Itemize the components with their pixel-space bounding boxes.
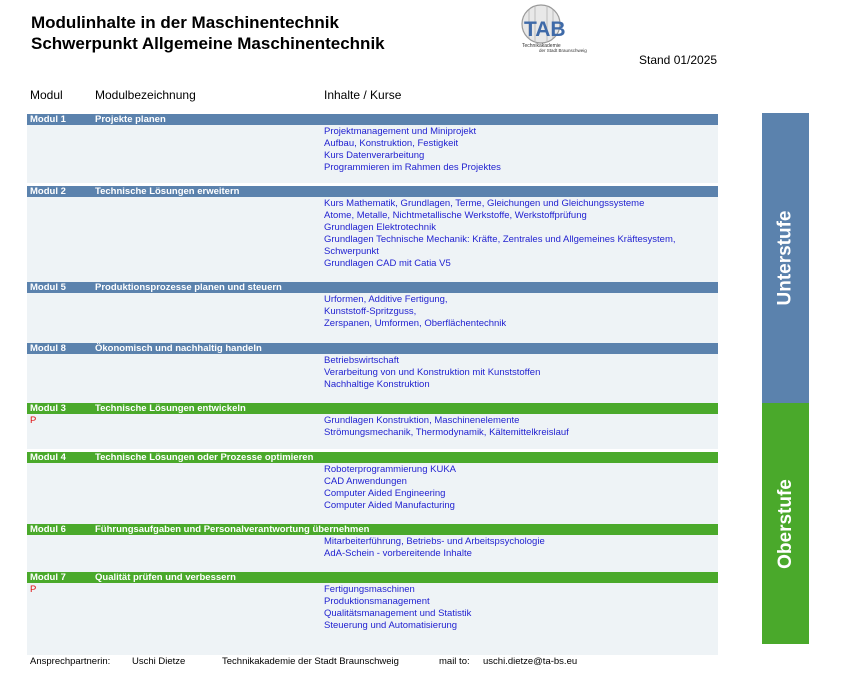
course-list (324, 414, 718, 439)
module-name: Technische Lösungen oder Prozesse optimieren (95, 452, 314, 463)
footer-contact-name: Uschi Dietze (132, 656, 186, 667)
course-list (324, 354, 718, 391)
course-item: Betriebswirtschaft (324, 355, 399, 366)
module-header (27, 572, 718, 583)
module-number: Modul 8 (30, 343, 66, 354)
page-title: Modulinhalte in der Maschinentechnik (31, 13, 339, 32)
footer-mail-label: mail to: (439, 656, 470, 667)
course-item: Schwerpunkt (324, 246, 379, 257)
module-header (27, 403, 718, 414)
course-item: Zerspanen, Umformen, Oberflächentechnik (324, 318, 507, 329)
course-item: Aufbau, Konstruktion, Festigkeit (324, 138, 459, 149)
course-item: Roboterprogrammierung KUKA (324, 464, 457, 475)
module-body (27, 125, 718, 183)
course-item: Projektmanagement und Miniprojekt (324, 126, 477, 137)
module-block (27, 282, 718, 347)
course-item: Qualitätsmanagement und Statistik (324, 608, 472, 619)
tab-logo (515, 2, 605, 54)
module-block (27, 572, 718, 655)
footer-organization: Technikakademie der Stadt Braunschweig (222, 656, 399, 667)
course-item: Programmieren im Rahmen des Projektes (324, 162, 501, 173)
module-block (27, 452, 718, 526)
module-header (27, 186, 718, 197)
module-number: Modul 1 (30, 114, 66, 125)
course-item: Atome, Metalle, Nichtmetallische Werkstoffe, Werkstoffprüfung (324, 210, 587, 221)
footer-email-link[interactable]: uschi.dietze@ta-bs.eu (483, 656, 578, 667)
module-header (27, 282, 718, 293)
course-list (324, 535, 718, 560)
module-header (27, 524, 718, 535)
course-item: Grundlagen CAD mit Catia V5 (324, 258, 451, 269)
module-number: Modul 6 (30, 524, 66, 535)
course-item: Computer Aided Manufacturing (324, 500, 455, 511)
course-item: Strömungsmechanik, Thermodynamik, Kältemittelkreislauf (324, 427, 569, 438)
module-block (27, 343, 718, 404)
footer-contact-label: Ansprechpartnerin: (30, 656, 111, 667)
course-list (324, 293, 718, 330)
course-list (324, 125, 718, 174)
module-name: Projekte planen (95, 114, 166, 125)
module-block (27, 524, 718, 573)
course-item: Kurs Mathematik, Grundlagen, Terme, Gleichungen und Gleichungssysteme (324, 198, 645, 209)
exam-marker: P (30, 584, 37, 595)
module-body (27, 414, 718, 449)
module-body (27, 354, 718, 404)
module-name: Qualität prüfen und verbessern (95, 572, 236, 583)
module-body (27, 293, 718, 347)
module-number: Modul 3 (30, 403, 66, 414)
course-list (324, 583, 718, 632)
course-item: Grundlagen Technische Mechanik: Kräfte, Zentrales und Allgemeines Kräftesystem, (324, 234, 676, 245)
module-name: Führungsaufgaben und Personalverantwortung übernehmen (95, 524, 370, 535)
exam-marker: P (30, 415, 37, 426)
course-item: Fertigungsmaschinen (324, 584, 415, 595)
svg-text:der Stadt Braunschweig: der Stadt Braunschweig (539, 48, 587, 53)
module-number: Modul 5 (30, 282, 66, 293)
svg-text:TAB: TAB (524, 18, 566, 41)
module-body (27, 535, 718, 573)
course-item: CAD Anwendungen (324, 476, 407, 487)
module-name: Technische Lösungen erweitern (95, 186, 240, 197)
page-subtitle: Schwerpunkt Allgemeine Maschinentechnik (31, 34, 385, 53)
course-item: Nachhaltige Konstruktion (324, 379, 430, 390)
course-item: Steuerung und Automatisierung (324, 620, 458, 631)
column-header-modul: Modul (30, 88, 63, 102)
module-name: Technische Lösungen entwickeln (95, 403, 246, 414)
module-body (27, 583, 718, 655)
module-number: Modul 2 (30, 186, 66, 197)
module-block (27, 114, 718, 183)
logo-graphic (515, 2, 605, 54)
stand-date: Stand 01/2025 (639, 53, 718, 67)
unterstufe-band (762, 113, 809, 403)
course-item: Kurs Datenverarbeitung (324, 150, 425, 161)
module-number: Modul 4 (30, 452, 66, 463)
column-header-bezeichnung: Modulbezeichnung (95, 88, 196, 102)
module-header (27, 343, 718, 354)
course-item: AdA-Schein - vorbereitende Inhalte (324, 548, 472, 559)
course-item: Computer Aided Engineering (324, 488, 446, 499)
course-item: Grundlagen Elektrotechnik (324, 222, 436, 233)
column-header-inhalte: Inhalte / Kurse (324, 88, 402, 102)
module-number: Modul 7 (30, 572, 66, 583)
module-body (27, 463, 718, 526)
module-body (27, 197, 718, 283)
module-block (27, 403, 718, 449)
svg-text:Technikakademie: Technikakademie (522, 43, 561, 49)
oberstufe-band (762, 403, 809, 644)
course-list (324, 197, 718, 270)
course-item: Kunststoff-Spritzguss, (324, 306, 417, 317)
module-name: Ökonomisch und nachhaltig handeln (95, 343, 262, 354)
course-list (324, 463, 718, 512)
course-item: Grundlagen Konstruktion, Maschinenelemente (324, 415, 520, 426)
oberstufe-label: Oberstufe (774, 478, 796, 569)
module-block (27, 186, 718, 283)
unterstufe-label: Unterstufe (774, 210, 796, 306)
module-header (27, 114, 718, 125)
course-item: Produktionsmanagement (324, 596, 430, 607)
module-name: Produktionsprozesse planen und steuern (95, 282, 282, 293)
course-item: Verarbeitung von und Konstruktion mit Kunststoffen (324, 367, 541, 378)
course-item: Urformen, Additive Fertigung, (324, 294, 448, 305)
course-item: Mitarbeiterführung, Betriebs- und Arbeitspsychologie (324, 536, 545, 547)
module-header (27, 452, 718, 463)
